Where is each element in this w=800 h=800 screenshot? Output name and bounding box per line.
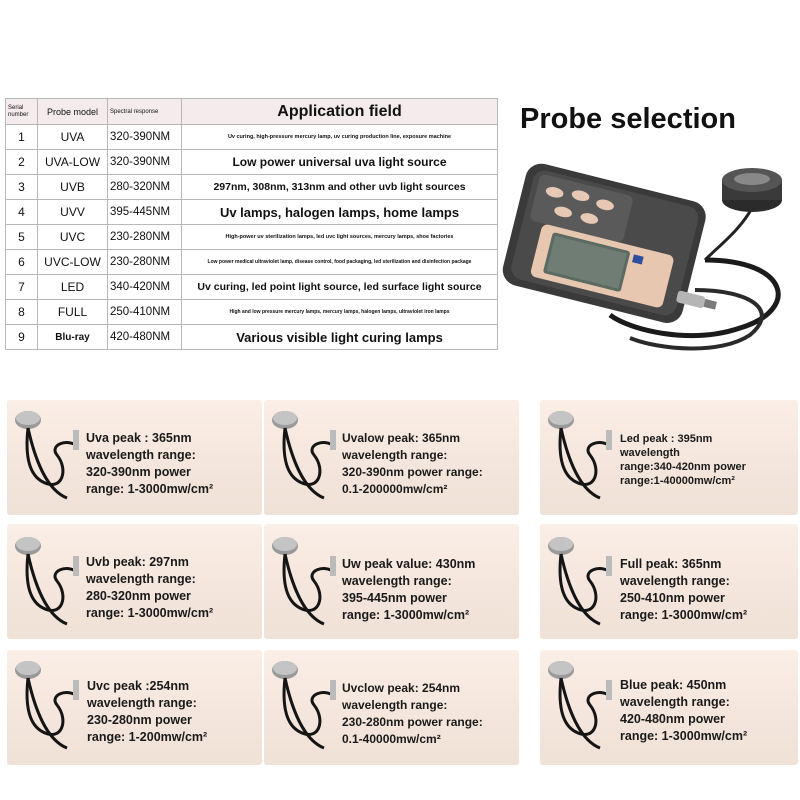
- table-row: [6, 325, 498, 350]
- row-application: 297nm, 308nm, 313nm and other uvb light sources: [182, 175, 498, 200]
- probe-spec-text: Uvalow peak: 365nm wavelength range: 320-390nm power range: 0.1-200000mw/cm²: [342, 431, 483, 496]
- header-model: Probe model: [38, 99, 108, 125]
- row-spectral: 320-390NM: [108, 125, 182, 150]
- header-serial: Serial number: [6, 99, 38, 125]
- row-model: UVC-LOW: [38, 250, 108, 275]
- row-application: Low power universal uva light source: [182, 150, 498, 175]
- page-title: Probe selection: [520, 103, 736, 135]
- row-number: 8: [6, 300, 38, 325]
- row-application: Low power medical ultraviolet lamp, disease control, food packaging, led sterilization and disinfection package: [182, 250, 498, 275]
- table-row: [6, 225, 498, 250]
- probe-sensor-icon: [7, 400, 97, 515]
- probe-sensor-icon: [264, 400, 354, 515]
- row-model: UVA: [38, 125, 108, 150]
- row-model: UVV: [38, 200, 108, 225]
- uv-meter-device-image: [490, 160, 800, 370]
- row-number: 2: [6, 150, 38, 175]
- row-spectral: 320-390NM: [108, 150, 182, 175]
- probe-sensor-icon: [7, 650, 97, 765]
- row-spectral: 230-280NM: [108, 225, 182, 250]
- table-row: [6, 275, 498, 300]
- row-model: LED: [38, 275, 108, 300]
- row-model: Blu-ray: [38, 325, 108, 350]
- row-spectral: 250-410NM: [108, 300, 182, 325]
- probe-sensor-icon: [7, 524, 97, 639]
- probe-card-uvclow: [264, 650, 519, 765]
- row-number: 7: [6, 275, 38, 300]
- probe-card-uvb: [7, 524, 262, 639]
- row-spectral: 395-445NM: [108, 200, 182, 225]
- probe-card-blue: [540, 650, 798, 765]
- row-model: UVC: [38, 225, 108, 250]
- probe-sensor-icon: [264, 524, 354, 639]
- probe-sensor-icon: [264, 650, 354, 765]
- probe-card-full: [540, 524, 798, 639]
- row-application: Uv lamps, halogen lamps, home lamps: [182, 200, 498, 225]
- probe-sensor-icon: [540, 650, 630, 765]
- table-row: [6, 250, 498, 275]
- table-row: [6, 200, 498, 225]
- row-number: 1: [6, 125, 38, 150]
- probe-card-uvc: [7, 650, 262, 765]
- row-model: FULL: [38, 300, 108, 325]
- probe-card-uvv: [264, 524, 519, 639]
- row-application: Uv curing, high-pressure mercury lamp, uv curing production line, exposure machine: [182, 125, 498, 150]
- probe-sensor-icon: [540, 400, 630, 515]
- row-application: Various visible light curing lamps: [182, 325, 498, 350]
- row-number: 5: [6, 225, 38, 250]
- probe-spec-text: Uva peak : 365nm wavelength range: 320-390nm power range: 1-3000mw/cm²: [86, 431, 214, 496]
- row-number: 3: [6, 175, 38, 200]
- row-number: 6: [6, 250, 38, 275]
- probe-spec-text: Blue peak: 450nm wavelength range: 420-480nm power range: 1-3000mw/cm²: [620, 678, 748, 743]
- row-spectral: 340-420NM: [108, 275, 182, 300]
- row-number: 4: [6, 200, 38, 225]
- table-row: [6, 125, 498, 150]
- header-application: Application field: [182, 99, 498, 125]
- table-row: [6, 150, 498, 175]
- row-spectral: 230-280NM: [108, 250, 182, 275]
- row-application: High and low pressure mercury lamps, mercury lamps, halogen lamps, ultraviolet iron lamps: [182, 300, 498, 325]
- row-model: UVA-LOW: [38, 150, 108, 175]
- table-row: [6, 175, 498, 200]
- table-header-row: [6, 99, 498, 125]
- header-spectral: Spectral response: [108, 99, 182, 125]
- probe-spec-text: Uw peak value: 430nm wavelength range: 395-445nm power range: 1-3000mw/cm²: [342, 557, 476, 622]
- probe-spec-text: Uvclow peak: 254nm wavelength range: 230-280nm power range: 0.1-40000mw/cm²: [342, 681, 483, 746]
- probe-spec-text: Full peak: 365nm wavelength range: 250-410nm power range: 1-3000mw/cm²: [620, 557, 748, 622]
- uv-meter-icon: [490, 160, 800, 370]
- probe-sensor-icon: [540, 524, 630, 639]
- probe-spec-text: Uvb peak: 297nm wavelength range: 280-320nm power range: 1-3000mw/cm²: [86, 555, 214, 620]
- probe-card-led: [540, 400, 798, 515]
- row-application: High-power uv sterilization lamps, led uvc light sources, mercury lamps, shoe factories: [182, 225, 498, 250]
- row-spectral: 420-480NM: [108, 325, 182, 350]
- row-number: 9: [6, 325, 38, 350]
- row-application: Uv curing, led point light source, led surface light source: [182, 275, 498, 300]
- probe-spec-text: Uvc peak :254nm wavelength range: 230-280nm power range: 1-200mw/cm²: [87, 679, 208, 744]
- row-model: UVB: [38, 175, 108, 200]
- probe-spec-table: [5, 98, 498, 350]
- probe-card-uva: [7, 400, 262, 515]
- row-spectral: 280-320NM: [108, 175, 182, 200]
- table-row: [6, 300, 498, 325]
- probe-spec-text: Led peak : 395nm wavelength range:340-420nm power range:1-40000mw/cm²: [620, 433, 746, 487]
- probe-card-uvalow: [264, 400, 519, 515]
